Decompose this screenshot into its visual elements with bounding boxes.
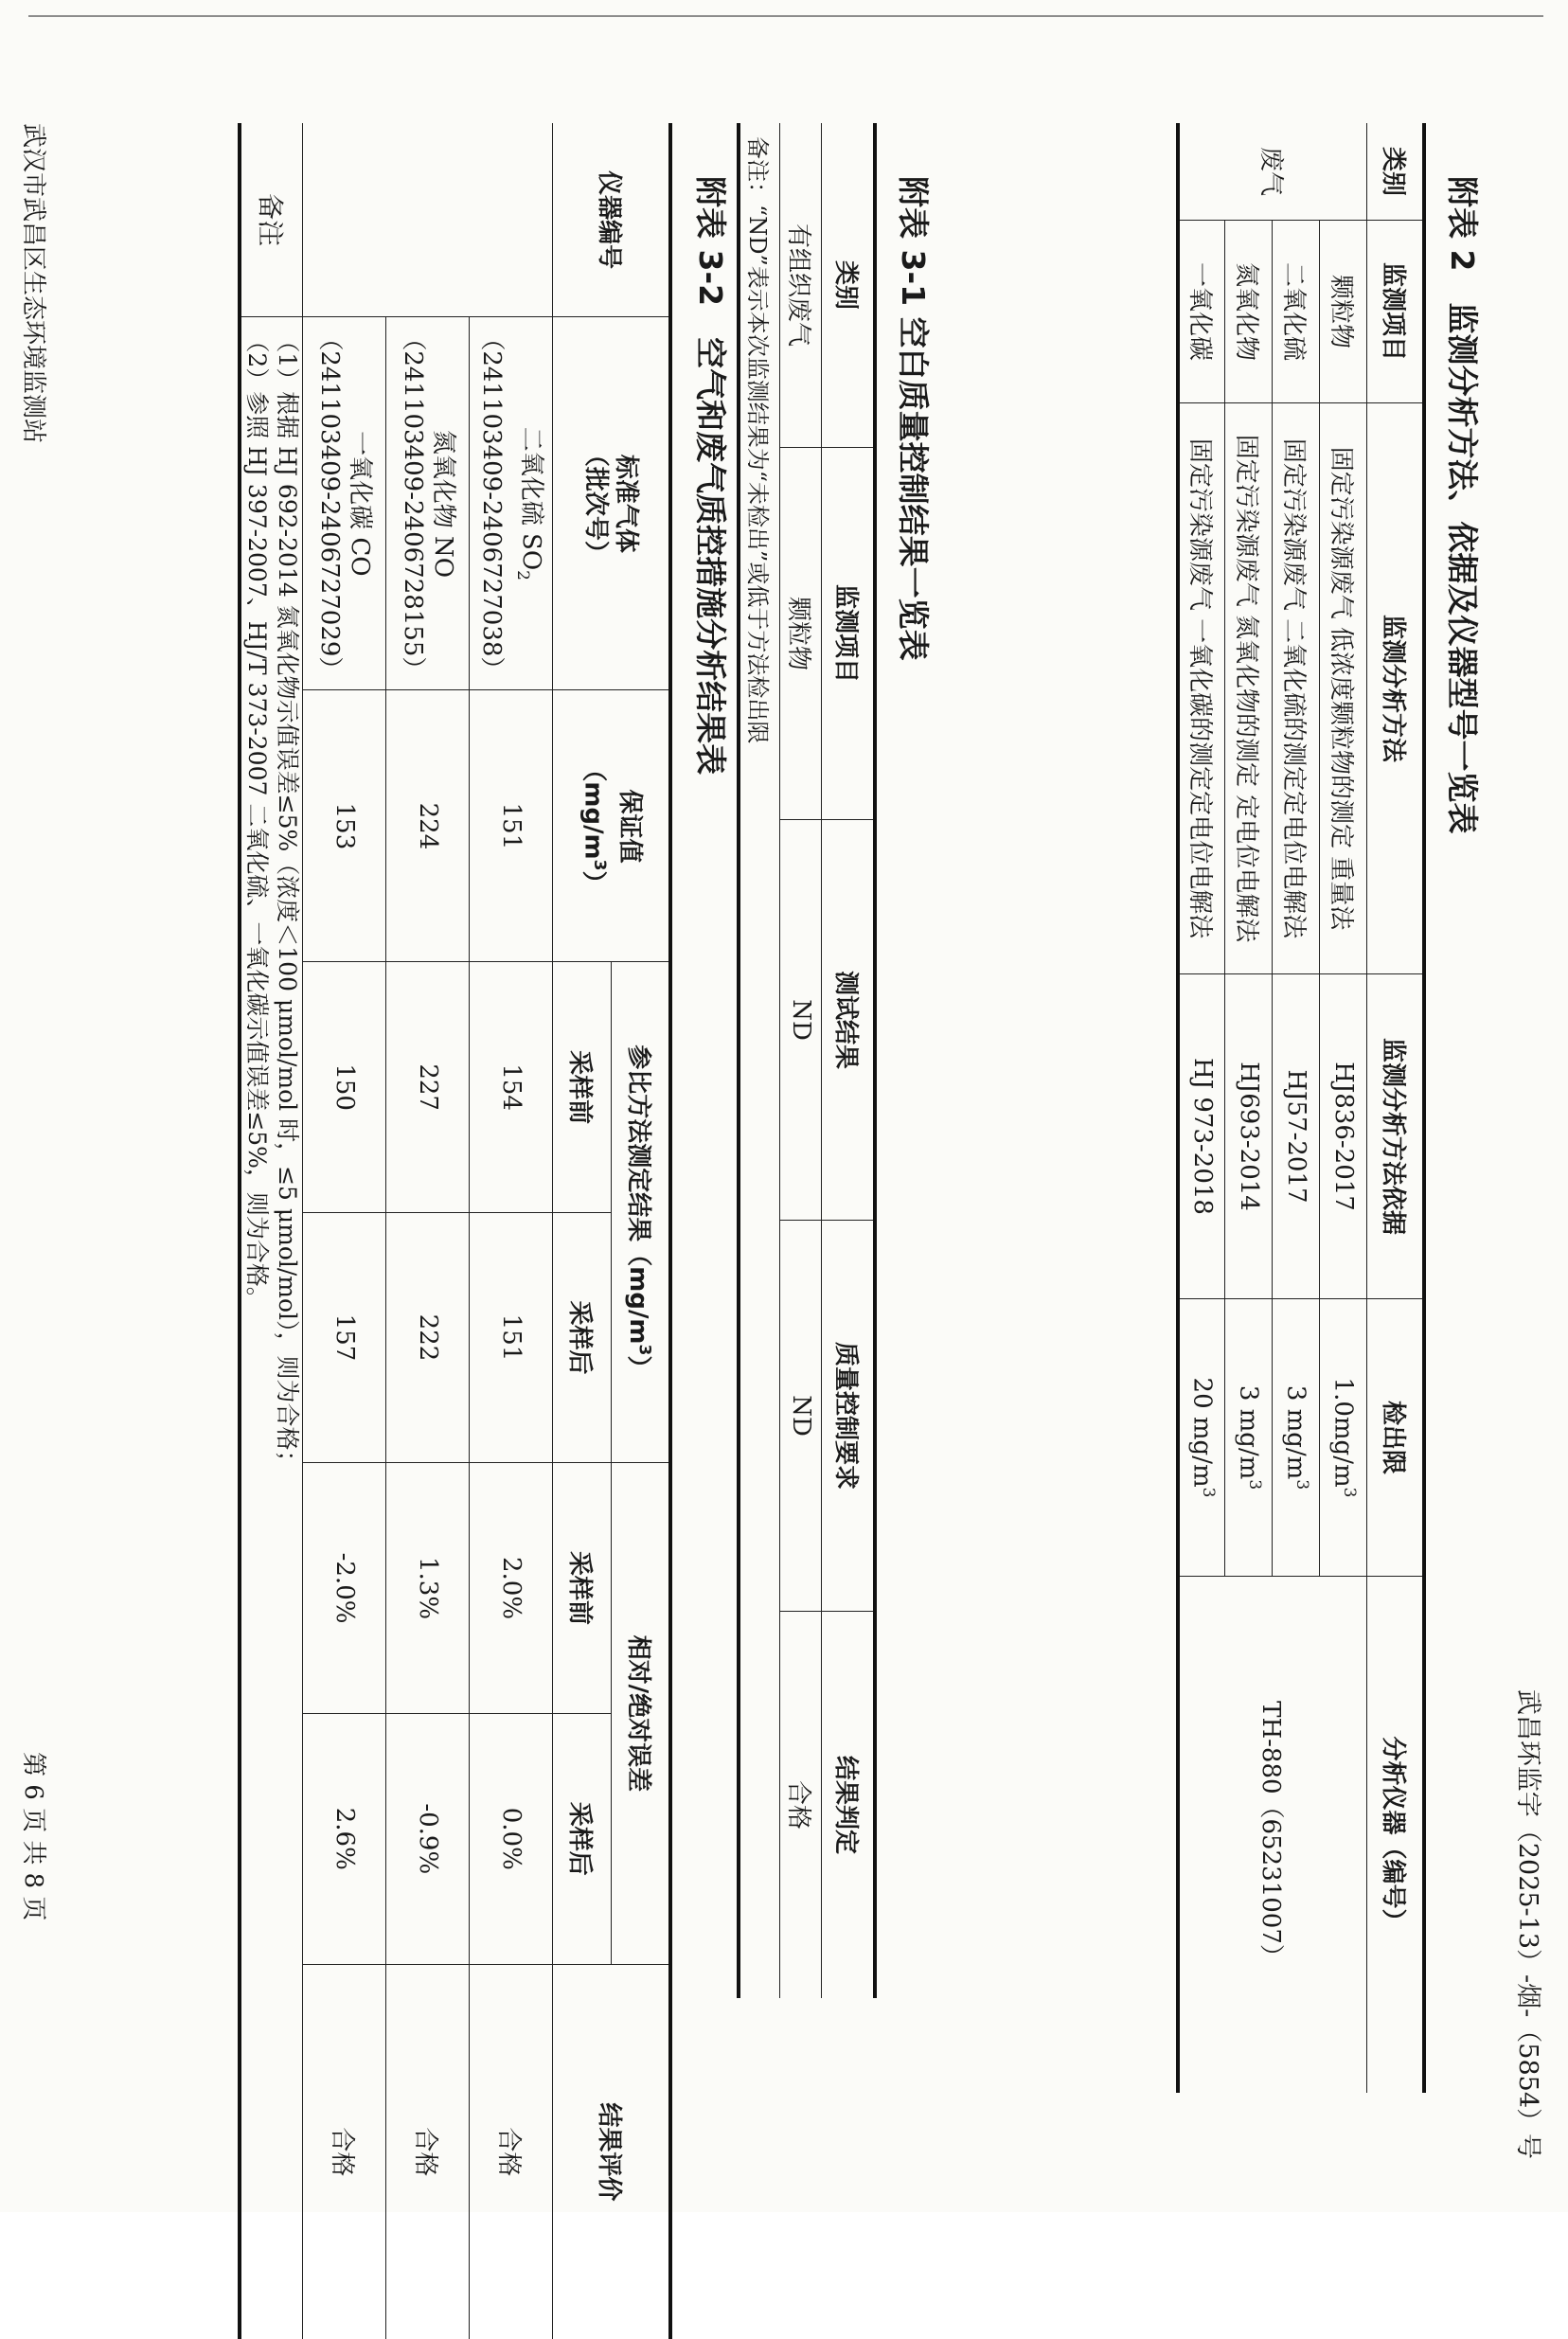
col-compare bbox=[612, 962, 670, 1463]
method-cell: 固定污染源废气 一氧化碳的测定定电位电解法 bbox=[1178, 403, 1225, 974]
err-before-cell: 2.0% bbox=[470, 1463, 553, 1714]
method-cell: 固定污染源废气 低浓度颗粒物的测定 重量法 bbox=[1320, 403, 1367, 974]
col-standard: 监测分析方法依据 bbox=[1367, 974, 1424, 1299]
item-cell: 一氧化碳 bbox=[1178, 221, 1225, 403]
guarantee-cell: 224 bbox=[386, 690, 470, 962]
footer-organization: 武汉市武昌区生态环境监测站 bbox=[19, 123, 47, 444]
col-result: 测试结果 bbox=[822, 820, 875, 1221]
item-cell: 颗粒物 bbox=[1320, 221, 1367, 403]
col-method: 监测分析方法 bbox=[1367, 403, 1424, 974]
guarantee-unit-end: ） bbox=[578, 870, 607, 896]
requirement-cell: ND bbox=[780, 1221, 822, 1612]
judgement-cell: 合格 bbox=[780, 1612, 822, 1999]
remark-row bbox=[241, 123, 304, 2339]
blank-qc-header-row bbox=[822, 123, 875, 1998]
result-cell: ND bbox=[780, 820, 822, 1221]
after-cell: 157 bbox=[303, 1212, 386, 1462]
after-cell: 151 bbox=[470, 1212, 553, 1462]
table-row bbox=[386, 123, 470, 2339]
eval-cell: 合格 bbox=[303, 1964, 386, 2339]
footer-page-number: 第 6 页 共 8 页 bbox=[19, 1752, 47, 1921]
note-row bbox=[739, 123, 780, 1998]
category-cell: 废气 bbox=[1178, 123, 1367, 221]
compare-header-end: ） bbox=[623, 1355, 652, 1381]
eval-cell: 合格 bbox=[386, 1964, 470, 2339]
gas-header-sublabel: （批次号） bbox=[581, 441, 611, 565]
unit-power: 3 bbox=[1292, 1479, 1311, 1491]
before-cell: 227 bbox=[386, 962, 470, 1212]
col-instrument: 仪器编号 bbox=[553, 123, 670, 317]
instrument-cell bbox=[303, 123, 553, 317]
unit-power: 3 bbox=[1198, 1487, 1218, 1498]
item-cell: 颗粒物 bbox=[780, 448, 822, 820]
qc-header-row-1 bbox=[612, 123, 670, 2339]
qc-measures-table bbox=[239, 123, 673, 2339]
before-cell: 154 bbox=[470, 962, 553, 1212]
compare-header-text: 参比方法测定结果（mg/m bbox=[623, 1045, 652, 1345]
guarantee-cell: 151 bbox=[470, 690, 553, 962]
err-after-cell: 0.0% bbox=[470, 1713, 553, 1964]
standard-cell: HJ693-2014 bbox=[1225, 974, 1273, 1299]
after-cell: 222 bbox=[386, 1212, 470, 1462]
limit-value: 1.0mg/m bbox=[1328, 1377, 1358, 1488]
guarantee-header-label: 保证值 bbox=[615, 789, 644, 864]
err-after-cell: -0.9% bbox=[386, 1713, 470, 1964]
unit-power: 3 bbox=[589, 859, 609, 871]
err-before-cell: -2.0% bbox=[303, 1463, 386, 1714]
item-cell: 氮氧化物 bbox=[1225, 221, 1273, 403]
err-after-cell: 2.6% bbox=[303, 1713, 386, 1964]
remark-line-2: （2）参照 HJ 397-2007、HJ/T 373-2007 二氧化硫、一氧化碳示值误差≤5%，则为合格。 bbox=[243, 329, 272, 1311]
col-category: 类别 bbox=[1367, 123, 1424, 221]
table-row bbox=[303, 123, 386, 2339]
gas-batch: （241103409-2406727029） bbox=[315, 326, 344, 682]
limit-cell bbox=[1178, 1299, 1225, 1577]
col-compare-after: 采样后 bbox=[553, 1212, 612, 1462]
gas-subscript: 2 bbox=[512, 570, 532, 580]
gas-name: 一氧化碳 CO bbox=[346, 431, 374, 577]
col-eval: 结果评价 bbox=[553, 1964, 670, 2339]
table-row bbox=[1320, 123, 1367, 2093]
gas-name: 氮氧化物 NO bbox=[429, 429, 457, 579]
gas-header-label: 标准气体 bbox=[612, 454, 641, 553]
col-limit: 检出限 bbox=[1367, 1299, 1424, 1577]
standard-cell: HJ836-2017 bbox=[1320, 974, 1367, 1299]
table32-title: 附表 3-2 空气和废气质控措施分析结果表 bbox=[692, 176, 729, 776]
gas-name-text: 二氧化硫 SO bbox=[516, 426, 545, 571]
limit-cell bbox=[1225, 1299, 1273, 1577]
table-row bbox=[780, 123, 822, 1998]
methods-header-row bbox=[1367, 123, 1424, 2093]
limit-value: 3 mg/m bbox=[1281, 1384, 1310, 1480]
document-number: 武昌环监字（2025-13）-烟-（5854）号 bbox=[1513, 1688, 1542, 2159]
remark-text bbox=[241, 317, 304, 2339]
unit-power: 3 bbox=[634, 1344, 654, 1356]
col-gas bbox=[553, 317, 670, 690]
category-cell: 有组织废气 bbox=[780, 123, 822, 448]
col-error-after: 采样后 bbox=[553, 1713, 612, 1964]
col-error-before: 采样前 bbox=[553, 1463, 612, 1714]
guarantee-header-unit bbox=[578, 696, 615, 955]
gas-batch: （241103409-2406728155） bbox=[399, 326, 427, 682]
limit-value: 3 mg/m bbox=[1234, 1384, 1263, 1480]
method-cell: 固定污染源废气 氮氧化物的测定 定电位电解法 bbox=[1225, 403, 1273, 974]
table2-title: 附表 2 监测分析方法、依据及仪器型号一览表 bbox=[1444, 176, 1481, 834]
gas-cell bbox=[470, 317, 553, 690]
standard-cell: HJ 973-2018 bbox=[1178, 974, 1225, 1299]
methods-table bbox=[1176, 123, 1426, 2093]
eval-cell: 合格 bbox=[470, 1964, 553, 2339]
remark-label: 备注 bbox=[241, 123, 304, 317]
limit-cell bbox=[1273, 1299, 1320, 1577]
col-category: 类别 bbox=[822, 123, 875, 448]
col-instrument: 分析仪器（编号） bbox=[1367, 1577, 1424, 2094]
gas-cell bbox=[386, 317, 470, 690]
item-cell: 二氧化硫 bbox=[1273, 221, 1320, 403]
col-judgement: 结果判定 bbox=[822, 1612, 875, 1999]
note-cell: 备注：“ND”表示本次监测结果为“未检出”或低于方法检出限 bbox=[739, 123, 780, 1998]
gas-name bbox=[507, 323, 545, 684]
col-requirement: 质量控制要求 bbox=[822, 1221, 875, 1612]
err-before-cell: 1.3% bbox=[386, 1463, 470, 1714]
col-compare-before: 采样前 bbox=[553, 962, 612, 1212]
table31-title: 附表 3-1 空白质量控制结果一览表 bbox=[895, 176, 932, 661]
instrument-cell: TH-880（65231007） bbox=[1178, 1577, 1367, 2094]
method-cell: 固定污染源废气 二氧化硫的测定定电位电解法 bbox=[1273, 403, 1320, 974]
limit-cell bbox=[1320, 1299, 1367, 1577]
table-row bbox=[470, 123, 553, 2339]
blank-qc-table bbox=[737, 123, 877, 1998]
guarantee-cell: 153 bbox=[303, 690, 386, 962]
col-guarantee bbox=[553, 690, 670, 962]
col-error: 相对/绝对误差 bbox=[612, 1463, 670, 1964]
guarantee-unit-text: （mg/m bbox=[578, 757, 607, 860]
col-item: 监测项目 bbox=[1367, 221, 1424, 403]
gas-batch: （241103409-240672703​8） bbox=[477, 326, 507, 682]
limit-value: 20 mg/m bbox=[1186, 1377, 1216, 1488]
col-item: 监测项目 bbox=[822, 448, 875, 820]
unit-power: 3 bbox=[1244, 1479, 1264, 1491]
standard-cell: HJ57-2017 bbox=[1273, 974, 1320, 1299]
unit-power: 3 bbox=[1339, 1487, 1359, 1498]
before-cell: 150 bbox=[303, 962, 386, 1212]
gas-cell bbox=[303, 317, 386, 690]
remark-line-1: （1）根据 HJ 692-2014 氮氧化物示值误差≤5%（浓度＜100 μmol/mol 时，≤5 μmol/mol），则为合格； bbox=[274, 329, 302, 1474]
